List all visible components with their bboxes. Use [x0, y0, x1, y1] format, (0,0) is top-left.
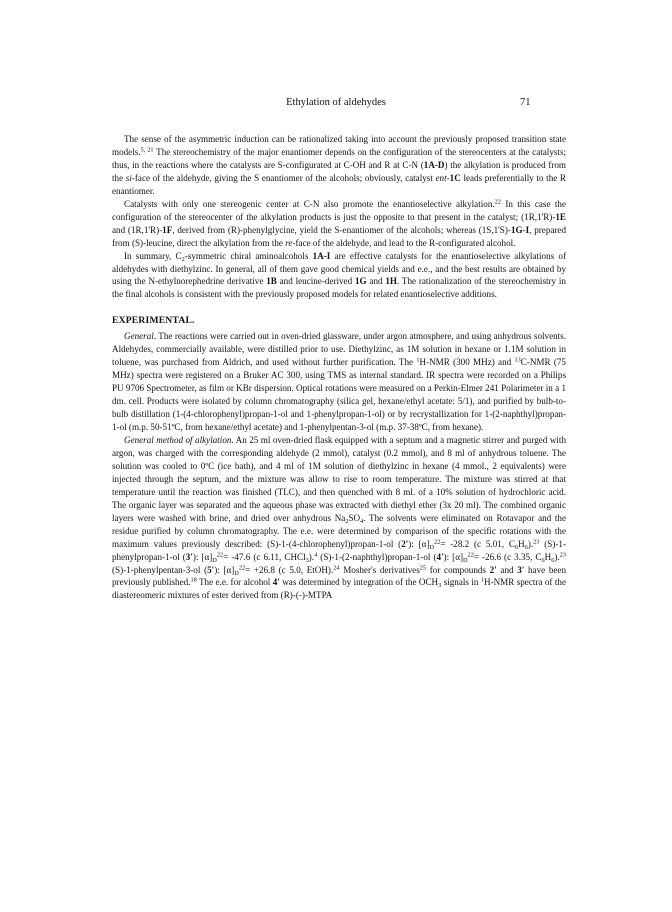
subscript: 6: [551, 556, 555, 564]
subscript: 6: [541, 556, 545, 564]
reference-marker: 24: [333, 564, 340, 571]
compound-label: 1A-I: [312, 250, 331, 261]
text-run: signals in: [441, 577, 481, 588]
superscript: 13: [514, 356, 521, 364]
text-run: H-NMR (300 MHz) and: [419, 357, 515, 368]
text-run: for compounds: [426, 564, 490, 575]
text-run: , prepared from (S)-leucine, direct the alkylation from the: [112, 224, 567, 248]
text-run: -face of the aldehyde, giving the S enantiomer of the alcohols; obviously, catalyst: [131, 172, 436, 183]
text-run: -symmetric chiral aminoalcohols: [184, 250, 313, 261]
superscript: 1: [480, 576, 484, 584]
text-run: Catalysts with only one stereogenic center at C-N also promote the enantioselective alkylation.: [124, 198, 495, 209]
subscript: D: [234, 569, 239, 577]
text-run: . An 25 ml oven-dried flask equipped with a septum and a magnetic stirrer and purged with argon, was charged with the corresponding aldehyde (2 mmol), catalyst (0.2 mmol), and 8 ml of anhydrous toluene. The solution was cooled to 0ºC (ice bath), and 4 ml of 1M solution of diethylzinc in hexane (4 mmol., 2 equivalents) were injected through the septum, and the mixture was allow to rise to room temperature. The mixture was stirred at that temperature until the reaction was finished (TLC), and then quenched with 8 ml. of a 10% solution of hydrochloric acid. The organic layer was separated and the aqueous phase was extracted with diethyl ether (3x 20 ml). The combined organic layers were washed with brine, and dried over anhydrous Na: [112, 434, 566, 523]
text-run: (S)-1-phenylpropan-1-ol (: [112, 538, 566, 562]
text-run: H: [518, 538, 525, 549]
compound-label: 1G: [354, 276, 367, 287]
text-run: and leucine-derived: [276, 276, 355, 287]
text-run: ): [α]: [192, 551, 213, 562]
subscript: 6: [524, 543, 528, 551]
text-run: = -26.6 (c 3.35, C: [473, 551, 542, 562]
compound-label: 3': [185, 551, 193, 562]
text-run: Mosher's derivatives: [339, 564, 420, 575]
text-run: (S)-1-phenylpentan-3-ol (: [112, 564, 208, 575]
text-run: ): [α]: [443, 551, 463, 562]
compound-label: 1H: [385, 276, 397, 287]
subscript: D: [429, 543, 435, 551]
paragraph-general: [112, 330, 566, 434]
paragraph-summary: [112, 250, 566, 302]
superscript: 22: [467, 551, 474, 559]
text-run: The stereochemistry of the major enantiomer depends on the configuration of the stereocenters at the catalysts; thus, in the reactions where the catalysts are S-configurated at C-OH and R at C-N (: [112, 146, 567, 170]
text-run: . The rationalization of the stereochemistry in the final alcohols is consistent with the previously proposed models for related enantioselective additions.: [112, 276, 566, 300]
text-run: . The solvents were eliminated on Rotavapor and the residue purified by column chromatography. The e.e. were determined by comparison of the specific rotations with the maximum values previously described: (S)-1-(4-chlorophenyl)propan-1-ol (: [112, 512, 566, 549]
superscript: 22: [434, 538, 441, 546]
superscript: 22: [216, 551, 224, 559]
text-run: H: [544, 551, 552, 562]
superscript: 22: [238, 564, 246, 571]
compound-label: 5': [207, 564, 215, 575]
text-run: ): [α]: [408, 538, 430, 549]
text-run: . The reactions were carried out in oven-dried glassware, under argon atmosphere, and using anhydrous solvents. Aldehydes, commercially available, were distilled prior to use. Diethylzinc, as 1M solution in hexane or 1.1M solution in toluene, was purchased from Aldrich, and used without further purification. The: [112, 331, 566, 368]
reference-marker: 23: [533, 538, 540, 546]
text-run: = -47.6 (c 6.11, CHCl: [223, 551, 306, 562]
italic-term: ent: [435, 172, 447, 183]
reference-marker: 5, 21: [140, 146, 154, 154]
reference-marker: 25: [419, 564, 427, 571]
compound-label: 3': [517, 564, 525, 575]
text-run: C-NMR (75 MHz) spectra were registered on a Bruker AC 300, using TMS as internal standard. IR spectra were recorded on a Philips PU 9706 Spectrometer, as film or KBr dispersion. Optical rotations were measured on a Perkin-Elmer 241 Polarimeter in a 1 dm. cell. Products were isolated by column chromatography (silica gel, hexane/ethyl acetate: 5/1), and purified by bulb-to-bulb distillation (1-(4-chlorophenyl)propan-1-ol and 1-phenylpropan-1-ol) or by recrystallization for 1-(2-naphthyl)propan-1-ol (m.p. 50-51ºC, from hexane/ethyl acetate) and 1-phenylpentan-3-ol (m.p. 37-38ºC, from hexane).: [112, 357, 566, 433]
run-in-label: General: [124, 331, 154, 342]
text-run: In summary, C: [124, 250, 182, 261]
text-run: -: [446, 172, 450, 183]
subscript: 3: [438, 582, 442, 590]
running-head: [0, 97, 672, 111]
text-run: and: [496, 564, 518, 575]
run-in-label: General method of alkylation: [124, 434, 232, 445]
text-run: ).: [554, 551, 560, 562]
compound-label: 1E: [555, 211, 566, 222]
reference-marker: 18: [190, 576, 197, 584]
text-run: The sense of the asymmetric induction can be rationalized taking into account the previously proposed transition state models.: [112, 134, 566, 157]
paragraph-single-stereocenter: [112, 198, 566, 250]
subscript: 2: [345, 517, 349, 525]
compound-label: 2': [489, 564, 497, 575]
superscript: 1: [416, 356, 420, 364]
reference-marker: 23: [559, 551, 566, 559]
compound-label: 1C: [449, 172, 461, 183]
compound-label: 1B: [266, 276, 277, 287]
subscript: D: [212, 556, 217, 564]
reference-marker: 22: [494, 198, 501, 206]
text-run: ): [α]: [214, 564, 235, 575]
text-run: and (1R,1'R)-: [112, 224, 163, 235]
text-run: ).: [527, 538, 534, 549]
section-heading-experimental: EXPERIMENTAL.: [112, 315, 195, 327]
text-run: -: [522, 224, 526, 235]
compound-label: 4': [436, 551, 444, 562]
text-run: have been previously published.: [112, 564, 567, 588]
compound-label: 1F: [162, 224, 173, 235]
paragraph-asymmetric-induction: [112, 133, 566, 198]
subscript: 6: [514, 543, 519, 551]
text-run: leads preferentially to the R enantiomer.: [112, 172, 566, 196]
running-title: Ethylation of aldehydes: [286, 97, 386, 108]
reference-marker: 4: [314, 551, 318, 559]
compound-label: 1A-D: [423, 159, 445, 170]
paragraph-alkylation-method: [112, 434, 566, 602]
text-run: , derived from (R)-phenylglycine, yield the S-enantiomer of the alcohols; whereas (1S,1'S)-: [172, 224, 511, 235]
text-run: was determined by integration of the OCH: [279, 577, 439, 588]
text-run: -face of the aldehyde, and lead to the R-configurated alcohol.: [292, 237, 516, 248]
text-run: are effective catalysts for the enantioselective alkylations of aldehydes with diethylzinc. In general, all of them gave good chemical yields and e.e., and the best results are obtained by using the N-ethylnorephedrine derivative: [112, 250, 566, 287]
text-run: (S)-1-(2-naphthyl)propan-1-ol (: [317, 551, 437, 562]
compound-label: 1G: [510, 224, 523, 235]
subscript: 2: [181, 255, 185, 263]
text-run: = +26.8 (c 5.0, EtOH).: [245, 564, 334, 575]
text-run: The e.e. for alcohol: [196, 577, 273, 588]
compound-label: I: [525, 224, 530, 235]
text-run: H-NMR spectra of the diastereomeric mixtures of ester derived from (R)-(-)-MTPA: [112, 577, 566, 601]
article-body: [112, 133, 566, 602]
subscript: 4: [360, 517, 364, 525]
compound-label: 4': [272, 577, 280, 588]
text-run: In this case the configuration of the stereocenter of the alkylation products is just the opposite to that present in the catalyst; (1R,1'R)-: [112, 198, 566, 222]
italic-term: si: [125, 172, 132, 183]
text-run: and: [366, 276, 386, 287]
compound-label: 2': [401, 538, 409, 549]
text-run: ).: [308, 551, 315, 562]
subscript: 3: [305, 556, 309, 564]
italic-term: re: [285, 237, 293, 248]
text-run: = -28.2 (c 5.01, C: [440, 538, 515, 549]
page-number: 71: [520, 97, 531, 108]
text-run: SO: [348, 512, 361, 523]
text-run: ) the alkylation is produced from the: [112, 159, 566, 183]
subscript: D: [463, 556, 468, 564]
